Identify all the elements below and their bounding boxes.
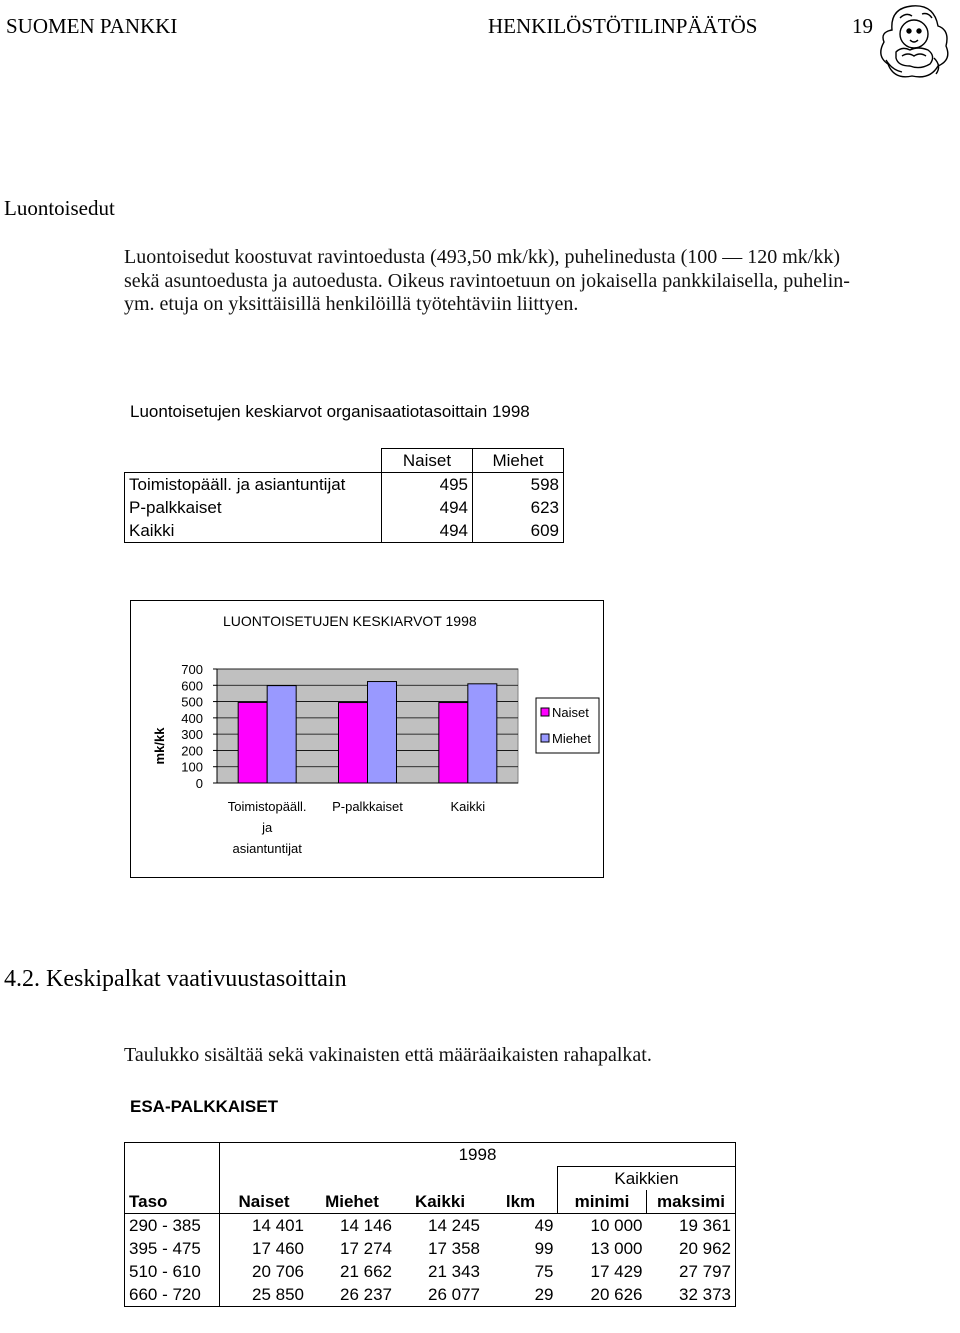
table-cell: 290 - 385 [125,1214,220,1238]
x-tick-label: Toimistopääll. [227,799,307,814]
table-header-cell [125,449,382,473]
bar-naiset [238,702,267,783]
table-cell: 609 [473,519,564,543]
table-cell: 14 146 [308,1214,396,1238]
table-cell: 17 274 [340,1238,392,1258]
table-header-cell [308,1167,396,1191]
table-header-cell: Miehet [325,1191,379,1211]
table-cell: 49 [484,1214,558,1238]
y-tick-label: 700 [181,662,203,677]
table-row [125,1214,736,1238]
table-cell: 494 [382,519,473,543]
y-tick-label: 0 [195,776,203,791]
year-header: 1998 [220,1143,736,1167]
bar-miehet [368,682,397,783]
table-cell: 13 000 [590,1238,643,1258]
table-cell: 21 662 [340,1261,392,1281]
table-header-cell: Kaikki [414,1191,466,1211]
table-cell: 99 [534,1238,554,1258]
bar-miehet [267,686,296,783]
section-heading: Luontoisedut [4,196,115,220]
section2-heading: 4.2. Keskipalkat vaativuustasoittain [4,966,347,992]
table-cell: 25 850 [220,1283,309,1307]
bar-naiset [439,703,468,783]
table-header-cell [484,1167,558,1191]
legend-label: Naiset [552,705,589,720]
table-header-cell: Naiset [220,1190,309,1214]
table-header-cell: Miehet [473,449,564,473]
table-cell: 598 [473,473,564,497]
table2-title: ESA-PALKKAISET [130,1097,278,1116]
table-header-cell: Naiset [382,449,473,473]
salary-table [124,1142,736,1307]
table-cell: 26 237 [308,1283,396,1307]
y-tick-label: 300 [181,727,203,743]
table-cell: 14 245 [396,1214,484,1238]
table-cell: 20 962 [647,1237,736,1260]
table-header-cell: maksimi [647,1190,736,1214]
chart-frame [130,600,604,878]
header-document-title: HENKILÖSTÖTILINPÄÄTÖS [488,14,758,38]
table-cell: 19 361 [647,1214,736,1238]
table-cell: P-palkkaiset [125,496,382,519]
table-row [125,496,564,519]
bar-miehet [468,684,497,783]
table-cell: 26 077 [396,1283,484,1307]
table-header-cell [220,1167,309,1191]
table-header-row [125,1167,736,1191]
section-paragraph [124,246,944,317]
table-cell: 17 429 [590,1261,643,1281]
table-cell: 27 797 [647,1260,736,1283]
paragraph-line: ym. etuja on yksittäisillä henkilöillä työtehtäviin liittyen. [124,293,579,315]
y-tick-label: 500 [181,694,203,710]
bar-naiset [339,703,368,783]
paragraph-line: Luontoisedut koostuvat ravintoedusta (493,50 mk/kk), puhelinedusta (100 — 120 mk/kk) [124,246,841,268]
y-tick-label: 600 [181,678,203,694]
legend-swatch [541,734,549,742]
y-tick-label: 200 [181,743,203,759]
table-cell: 395 - 475 [125,1237,220,1260]
benefits-table [124,448,564,543]
chart-legend [536,698,599,753]
table-header-cell: Taso [125,1190,220,1214]
table-cell: 20 706 [220,1260,309,1283]
table-row [125,1260,736,1283]
table-cell: 75 [534,1261,554,1281]
table-cell: Kaikki [125,519,382,543]
table-cell: Toimistopääll. ja asiantuntijat [125,473,382,497]
chart-title: LUONTOISETUJEN KESKIARVOT 1998 [223,613,477,629]
header-organization: SUOMEN PANKKI [6,14,178,38]
table-cell: 510 - 610 [125,1260,220,1283]
table-row [125,1283,736,1307]
table-cell: 623 [473,496,564,519]
table-cell: 17 460 [220,1237,309,1260]
lion-logo-icon [872,0,958,86]
table-row [125,1237,736,1260]
table-cell: 17 358 [428,1238,480,1258]
y-tick-label: 100 [181,759,203,775]
table-header-cell: minimi [558,1190,647,1214]
page-number: 19 [852,14,873,38]
table-row [125,473,564,497]
table-cell: 32 373 [647,1283,736,1307]
paragraph-line: sekä asuntoedusta ja autoedusta. Oikeus ravintoetuun on jokaisella pankkilaisella, puhelin- [124,269,850,292]
group-header: Kaikkien [558,1167,736,1191]
table-header-cell [125,1143,220,1167]
y-axis-label: mk/kk [152,727,167,765]
table-row [125,519,564,543]
table-cell: 494 [382,496,473,519]
x-tick-label: asiantuntijat [232,841,302,856]
table-cell: 21 343 [428,1261,480,1281]
table-cell: 14 401 [220,1214,309,1238]
table-cell: 660 - 720 [125,1283,220,1307]
x-tick-label: P-palkkaiset [332,799,403,814]
section2-paragraph: Taulukko sisältää sekä vakinaisten että määräaikaisten rahapalkat. [124,1044,652,1066]
table-cell: 495 [382,473,473,497]
table-header-row [125,1190,736,1214]
legend-swatch [541,708,549,716]
table-header-cell [125,1167,220,1191]
table1-title: Luontoisetujen keskiarvot organisaatiotasoittain 1998 [130,402,530,421]
x-tick-label: Kaikki [450,799,486,814]
y-tick-label: 400 [181,710,203,726]
table-cell: 20 626 [558,1283,647,1307]
table-header-row [125,1143,736,1167]
table-header-cell [396,1167,484,1191]
bar-chart [131,601,603,877]
table-cell: 10 000 [558,1214,647,1238]
table-cell: 29 [484,1283,558,1307]
x-tick-label: ja [262,820,273,835]
table-header-cell: lkm [505,1191,536,1211]
table-header-row [125,449,564,473]
legend-label: Miehet [552,731,592,746]
